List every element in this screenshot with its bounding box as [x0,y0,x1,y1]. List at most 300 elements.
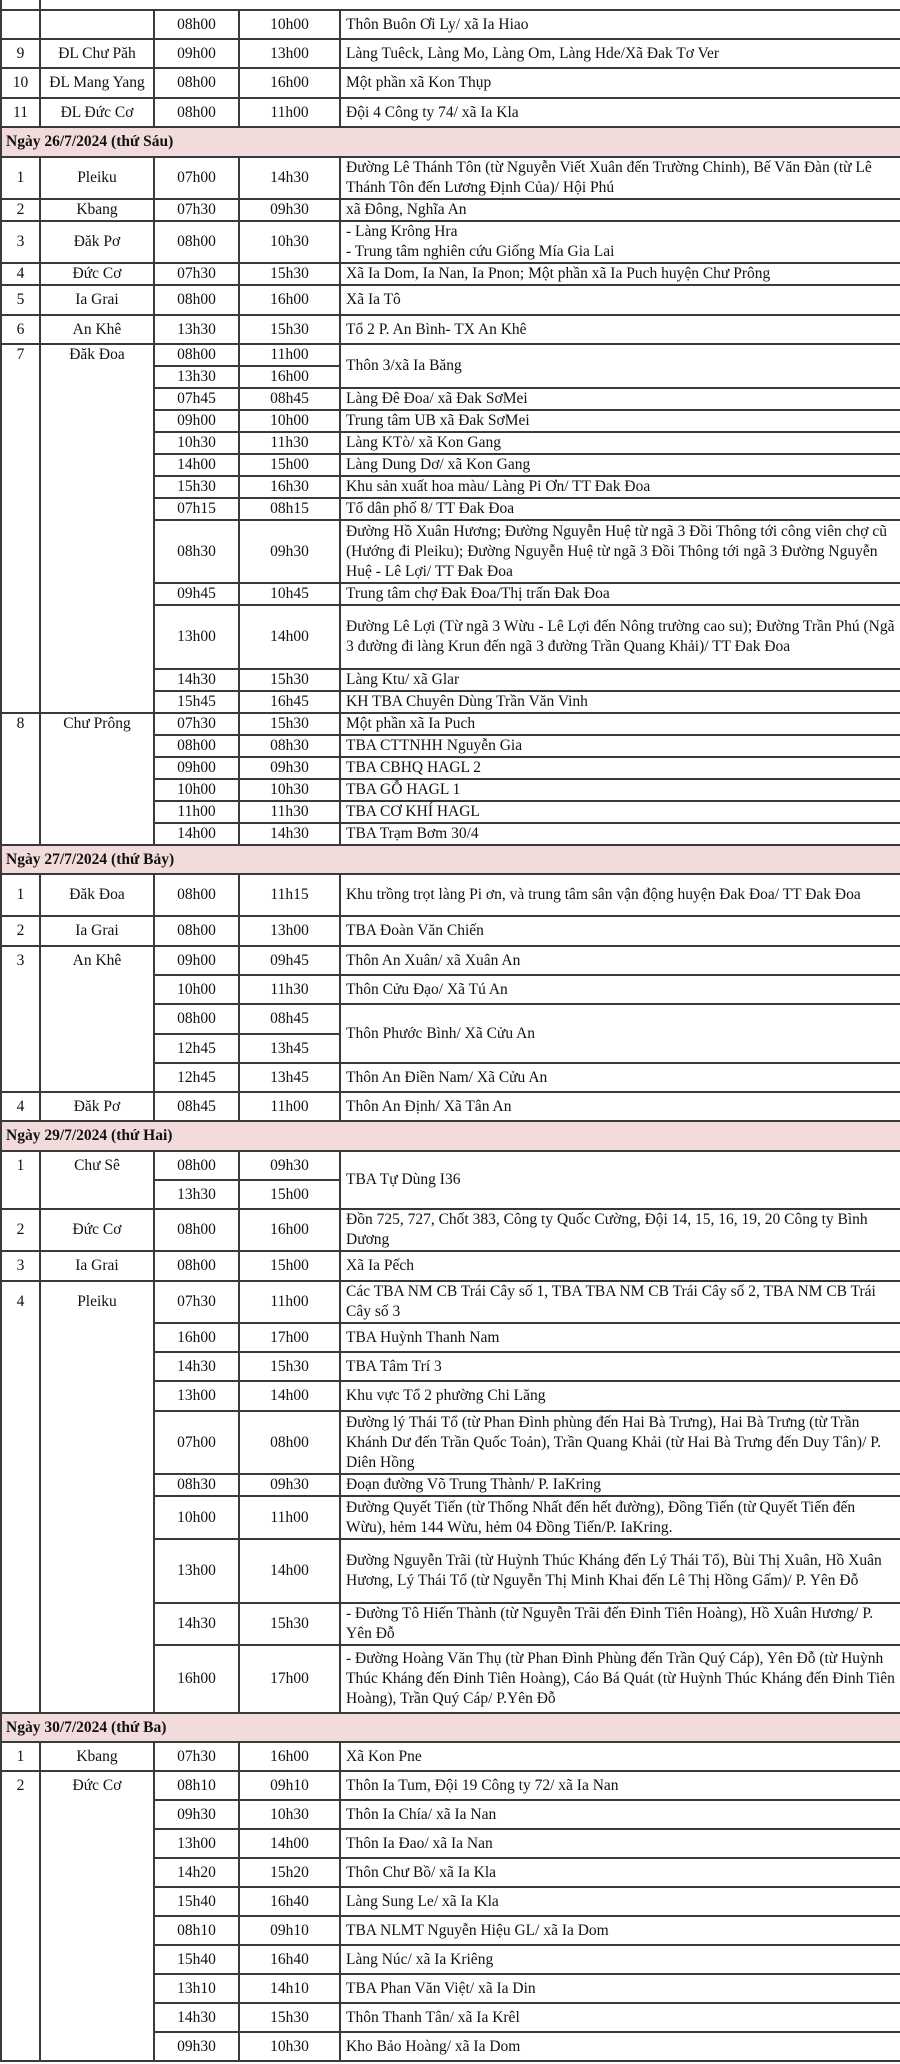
location-text: Đường Lê Thánh Tôn (từ Nguyễn Viết Xuân đến Trường Chinh), Bế Văn Đàn (từ Lê Thánh Tôn đến Lương Định Của)/ Hội Phú [346,159,872,196]
location-text: TBA GỖ HAGL 1 [346,781,461,798]
start-time: 07h45 [154,388,239,410]
table-row [1,1742,900,1771]
end-time: 10h30 [239,221,340,263]
location-text: - Đường Tô Hiến Thành (từ Nguyễn Trãi đến Đinh Tiên Hoàng), Hồ Xuân Hương/ P. Yên Đỗ [346,1605,874,1642]
start-time: 13h00 [154,1829,239,1858]
location-cell [340,2003,900,2032]
location-text: TBA CBHQ HAGL 2 [346,759,482,776]
unit-cell: Ia Grai [40,916,154,946]
unit-cell: Ia Grai [40,1251,154,1281]
unit-cell: Chư Prông [40,713,154,845]
location-text: Thôn Ia Tum, Đội 19 Công ty 72/ xã Ia Nan [346,1776,619,1794]
unit-cell: ĐL Đức Cơ [40,98,154,127]
location-cell [340,221,900,263]
location-text: - Làng Krông Hra [346,223,458,240]
start-time: 15h30 [154,476,239,498]
start-time: 16h00 [154,1323,239,1352]
table-row [1,1771,900,1800]
start-time: 09h00 [154,39,239,68]
start-time: 10h00 [154,1496,239,1539]
start-time: 14h30 [154,1352,239,1381]
location-text: Khu trồng trọt làng Pi ơn, và trung tâm sân vận động huyện Đak Đoa/ TT Đak Đoa [346,886,861,903]
location-cell [340,520,900,583]
start-time: 08h00 [154,735,239,757]
location-text: Tổ 2 P. An Bình- TX An Khê [346,320,527,338]
location-text: Làng Dung Dơ/ xã Kon Gang [346,456,531,473]
location-text: Các TBA NM CB Trái Cây số 1, TBA TBA NM CB Trái Cây số 2, TBA NM CB Trái Cây số 3 [346,1283,876,1320]
location-cell [340,498,900,520]
start-time: 08h00 [154,285,239,315]
start-time: 14h30 [154,669,239,691]
unit-cell: An Khê [40,315,154,344]
start-time: 08h00 [154,1251,239,1281]
table-row [1,916,900,946]
location-cell [340,315,900,344]
end-time: 14h30 [239,823,340,845]
start-time: 08h00 [154,221,239,263]
location-text: Một phần xã Ia Puch [346,715,476,732]
end-time: 14h10 [239,1974,340,2003]
start-time: 13h00 [154,1381,239,1411]
date-header-row [1,127,900,157]
location-text: Đường lý Thái Tổ (từ Phan Đình phùng đến Hai Bà Trưng), Hai Bà Trưng (từ Trần Khánh Dư đến Trần Quốc Toản), Trần Quang Khải (từ Hai Bà Trưng đến Duy Tân)/ P. Diên Hồng [346,1413,882,1471]
location-text: TBA Tự Dùng I36 [346,1171,461,1188]
table-row [1,39,900,68]
location-cell [340,605,900,669]
end-time: 16h30 [239,476,340,498]
unit-cell: ĐL Mang Yang [40,68,154,98]
end-time: 10h00 [239,10,340,39]
start-time: 13h30 [154,315,239,344]
start-time: 07h30 [154,263,239,285]
row-number: 9 [1,39,40,68]
start-time: 09h00 [154,946,239,975]
end-time: 15h00 [239,1180,340,1209]
location-text: Xã Kon Pne [346,1747,422,1765]
end-time: 11h00 [239,1496,340,1539]
location-cell [340,1474,900,1496]
table-row [1,199,900,221]
location-text: TBA NLMT Nguyễn Hiệu GL/ xã Ia Dom [346,1921,609,1939]
location-cell [340,1352,900,1381]
start-time: 07h30 [154,1742,239,1771]
location-text: Trung tâm UB xã Đak SơMei [346,412,530,429]
location-cell [340,388,900,410]
end-time: 11h30 [239,801,340,823]
start-time: 08h30 [154,1474,239,1496]
location-cell [340,583,900,605]
start-time: 13h00 [154,605,239,669]
end-time: 09h30 [239,1151,340,1180]
location-cell [340,669,900,691]
date-header: Ngày 27/7/2024 (thứ Bảy) [1,845,900,874]
location-cell [340,1945,900,1974]
location-cell [340,1281,900,1323]
end-time: 16h00 [239,1742,340,1771]
location-cell [340,1858,900,1887]
unit-cell: Đăk Pơ [40,221,154,263]
location-cell [340,199,900,221]
location-cell [340,157,900,199]
unit-cell [40,10,154,39]
start-time: 13h00 [154,1539,239,1603]
row-number: 2 [1,1209,40,1251]
table-row [1,713,900,735]
row-number: 1 [1,874,40,916]
date-header-row [1,1121,900,1151]
unit-cell: Đăk Đoa [40,344,154,713]
location-text: Thôn Cửu Đạo/ Xã Tú An [346,980,508,998]
location-cell [340,10,900,39]
start-time: 16h00 [154,1645,239,1713]
start-time: 14h20 [154,1858,239,1887]
location-cell [340,1645,900,1713]
location-text: Thôn An Định/ Xã Tân An [346,1097,512,1115]
date-header-row [1,1713,900,1742]
table-row [1,1092,900,1121]
end-time: 16h40 [239,1887,340,1916]
start-time: 07h30 [154,1281,239,1323]
row-number: 10 [1,68,40,98]
location-cell [340,1800,900,1829]
location-cell [340,1742,900,1771]
end-time: 11h00 [239,1281,340,1323]
power-outage-schedule-table [0,9,900,2062]
row-number: 3 [1,1251,40,1281]
table-row [1,1209,900,1251]
start-time: 08h00 [154,1209,239,1251]
start-time: 07h30 [154,713,239,735]
unit-cell: Pleiku [40,157,154,199]
start-time: 08h30 [154,520,239,583]
end-time: 17h00 [239,1645,340,1713]
date-header: Ngày 29/7/2024 (thứ Hai) [1,1121,900,1151]
start-time: 07h00 [154,1411,239,1474]
table-row [1,946,900,975]
row-number: 3 [1,946,40,1092]
row-number: 4 [1,263,40,285]
location-text: Làng Đê Đoa/ xã Đak SơMei [346,390,528,407]
end-time: 15h30 [239,263,340,285]
date-header: Ngày 26/7/2024 (thứ Sáu) [1,127,900,157]
location-cell [340,757,900,779]
location-cell [340,1771,900,1800]
location-cell [340,735,900,757]
location-text: Kho Bảo Hoàng/ xã Ia Dom [346,2037,521,2055]
location-cell [340,98,900,127]
start-time: 07h30 [154,199,239,221]
location-text: - Trung tâm nghiên cứu Giống Mía Gia Lai [346,243,615,260]
location-cell [340,263,900,285]
start-time: 09h00 [154,757,239,779]
start-time: 08h00 [154,10,239,39]
unit-cell: Đăk Đoa [40,874,154,916]
unit-cell: Pleiku [40,1281,154,1713]
location-cell [340,874,900,916]
end-time: 08h45 [239,388,340,410]
location-cell [340,454,900,476]
location-cell [340,1411,900,1474]
unit-cell: Đức Cơ [40,1209,154,1251]
row-number: 7 [1,344,40,713]
location-text: TBA Trạm Bơm 30/4 [346,825,479,842]
location-cell [340,823,900,845]
table-row [1,263,900,285]
unit-cell: Kbang [40,1742,154,1771]
end-time: 09h30 [239,520,340,583]
end-time: 11h30 [239,975,340,1004]
start-time: 11h00 [154,801,239,823]
end-time: 15h30 [239,713,340,735]
end-time: 13h45 [239,1063,340,1092]
start-time: 08h00 [154,1004,239,1034]
end-time: 11h00 [239,344,340,366]
row-number: 4 [1,1281,40,1713]
location-text: Tổ dân phố 8/ TT Đak Đoa [346,500,515,517]
start-time: 14h30 [154,2003,239,2032]
start-time: 07h15 [154,498,239,520]
start-time: 15h45 [154,691,239,713]
location-text: TBA Tâm Trí 3 [346,1357,442,1375]
end-time: 11h00 [239,1092,340,1121]
end-time: 08h30 [239,735,340,757]
location-text: Làng Tuêck, Làng Mo, Làng Om, Làng Hde/Xã Đak Tơ Ver [346,44,720,62]
location-cell [340,39,900,68]
end-time: 11h00 [239,98,340,127]
location-cell [340,1251,900,1281]
row-number: 2 [1,1771,40,2061]
start-time: 09h45 [154,583,239,605]
start-time: 13h30 [154,1180,239,1209]
start-time: 08h00 [154,98,239,127]
end-time: 09h30 [239,1474,340,1496]
location-cell [340,476,900,498]
location-cell [340,946,900,975]
start-time: 12h45 [154,1063,239,1092]
location-text: Xã Ia Tô [346,291,401,308]
end-time: 15h00 [239,1251,340,1281]
end-time: 09h45 [239,946,340,975]
table-row [1,874,900,916]
start-time: 14h30 [154,1603,239,1645]
row-number [1,10,40,39]
row-number: 3 [1,221,40,263]
table-row [1,344,900,366]
table-row [1,98,900,127]
table-row [1,285,900,315]
end-time: 14h00 [239,605,340,669]
unit-cell: Kbang [40,199,154,221]
start-time: 10h30 [154,432,239,454]
row-number: 4 [1,1092,40,1121]
location-cell [340,68,900,98]
location-text: Thôn An Xuân/ xã Xuân An [346,951,521,969]
location-cell [340,432,900,454]
unit-cell: Đức Cơ [40,1771,154,2061]
location-text: TBA CTTNHH Nguyễn Gia [346,737,523,754]
unit-cell: Chư Sê [40,1151,154,1209]
location-cell [340,2032,900,2061]
end-time: 17h00 [239,1323,340,1352]
start-time: 10h00 [154,779,239,801]
location-cell [340,801,900,823]
end-time: 10h30 [239,2032,340,2061]
location-cell [340,1063,900,1092]
location-text: Khu vực Tổ 2 phường Chi Lăng [346,1387,546,1404]
start-time: 08h00 [154,1151,239,1180]
start-time: 08h00 [154,344,239,366]
unit-cell: Đăk Pơ [40,1092,154,1121]
row-number: 1 [1,1151,40,1209]
start-time: 15h40 [154,1887,239,1916]
row-number: 5 [1,285,40,315]
location-text: KH TBA Chuyên Dùng Trần Văn Vinh [346,693,588,710]
end-time: 09h30 [239,757,340,779]
location-text: Đội 4 Công ty 74/ xã Ia Kla [346,103,519,121]
end-time: 13h00 [239,39,340,68]
end-time: 09h30 [239,199,340,221]
end-time: 16h45 [239,691,340,713]
row-number: 6 [1,315,40,344]
row-number: 2 [1,199,40,221]
end-time: 15h30 [239,1352,340,1381]
location-text: Xã Ia Dom, Ia Nan, Ia Pnon; Một phần xã Ia Puch huyện Chư Prông [346,265,771,282]
location-cell [340,1974,900,2003]
table-row [1,1251,900,1281]
location-text: Khu sản xuất hoa màu/ Làng Pi Ơn/ TT Đak Đoa [346,478,651,495]
location-text: Đường Lê Lợi (Từ ngã 3 Wừu - Lê Lợi đến Nông trường cao su); Đường Trần Phú (Ngã 3 đường đi làng Krun đến ngã 3 đường Trần Quang Khải)/ TT Đak Đoa [346,618,895,655]
table-row [1,157,900,199]
start-time: 15h40 [154,1945,239,1974]
location-text: Thôn Ia Chía/ xã Ia Nan [346,1805,497,1823]
location-text: Thôn Phước Bình/ Xã Cửu An [346,1024,536,1042]
location-text: xã Đông, Nghĩa An [346,201,467,218]
location-text: Làng Sung Le/ xã Ia Kla [346,1892,499,1910]
location-cell [340,916,900,946]
end-time: 08h15 [239,498,340,520]
end-time: 16h00 [239,68,340,98]
start-time: 08h10 [154,1771,239,1800]
start-time: 08h00 [154,68,239,98]
end-time: 16h00 [239,1209,340,1251]
location-text: TBA CƠ KHÍ HAGL [346,803,480,820]
start-time: 08h10 [154,1916,239,1945]
table-row [1,1151,900,1180]
table-row [1,1281,900,1323]
date-header-row [1,845,900,874]
end-time: 09h10 [239,1771,340,1800]
table-row [1,10,900,39]
location-cell [340,1092,900,1121]
location-cell [340,1887,900,1916]
location-text: Thôn Ia Đao/ xã Ia Nan [346,1834,493,1852]
end-time: 11h15 [239,874,340,916]
start-time: 10h00 [154,975,239,1004]
start-time: 13h10 [154,1974,239,2003]
row-number: 1 [1,157,40,199]
location-cell [340,285,900,315]
location-cell [340,410,900,432]
end-time: 15h30 [239,315,340,344]
end-time: 14h00 [239,1381,340,1411]
end-time: 15h30 [239,1603,340,1645]
start-time: 08h00 [154,874,239,916]
start-time: 09h30 [154,1800,239,1829]
row-number: 8 [1,713,40,845]
location-text: Làng Núc/ xã Ia Kriêng [346,1950,494,1968]
end-time: 10h00 [239,410,340,432]
location-cell [340,779,900,801]
location-text: Thôn Thanh Tân/ xã Ia Krêl [346,2008,520,2026]
end-time: 10h30 [239,1800,340,1829]
end-time: 14h30 [239,157,340,199]
location-text: TBA Phan Văn Việt/ xã Ia Din [346,1979,536,1997]
location-cell [340,1603,900,1645]
location-cell [340,1829,900,1858]
end-time: 08h45 [239,1004,340,1034]
start-time: 08h00 [154,916,239,946]
end-time: 16h00 [239,285,340,315]
location-cell [340,713,900,735]
table-row [1,315,900,344]
end-time: 13h45 [239,1034,340,1063]
location-cell [340,1004,900,1063]
date-header: Ngày 30/7/2024 (thứ Ba) [1,1713,900,1742]
location-cell [340,1381,900,1411]
table-row [1,221,900,263]
end-time: 15h30 [239,2003,340,2032]
location-text: Làng KTò/ xã Kon Gang [346,434,501,451]
location-text: Đường Hồ Xuân Hương; Đường Nguyễn Huệ từ ngã 3 Đồi Thông tới công viên chợ cũ (Hướng đi Pleiku); Đường Nguyễn Huệ từ ngã 3 Đồi Thông tới ngã 3 Đường Nguyễn Huệ - Lê Lợi/ TT Đak Đoa [346,522,887,580]
location-cell [340,1916,900,1945]
start-time: 07h00 [154,157,239,199]
end-time: 14h00 [239,1539,340,1603]
location-text: Đồn 725, 727, Chốt 383, Công ty Quốc Cường, Đội 14, 15, 16, 19, 20 Công ty Bình Dương [346,1211,868,1248]
location-cell [340,1323,900,1352]
location-cell [340,1539,900,1603]
location-text: Thôn 3/xã Ia Băng [346,357,462,374]
end-time: 16h40 [239,1945,340,1974]
unit-cell: Ia Grai [40,285,154,315]
end-time: 16h00 [239,366,340,388]
end-time: 15h30 [239,669,340,691]
end-time: 10h45 [239,583,340,605]
start-time: 14h00 [154,823,239,845]
location-text: Xã Ia Pếch [346,1257,414,1274]
location-text: Thôn Buôn Ơi Ly/ xã Ia Hiao [346,15,529,33]
start-time: 13h30 [154,366,239,388]
location-text: Trung tâm chợ Đak Đoa/Thị trấn Đak Đoa [346,585,610,602]
end-time: 15h00 [239,454,340,476]
location-text: Đường Quyết Tiến (từ Thống Nhất đến hết đường), Đồng Tiến (từ Quyết Tiến đến Wừu), hẻm 144 Wừu, hẻm 04 Đồng Tiến/P. IaKring. [346,1498,856,1536]
location-text: - Đường Hoàng Văn Thụ (từ Phan Đình Phùng đến Trần Quý Cáp), Yên Đỗ (từ Huỳnh Thúc Kháng đến Đinh Tiên Hoàng), Cáo Bá Quát (từ Huỳnh Thúc Kháng đến Đinh Tiên Hoàng), Trần Quý Cáp/ P.Yên Đỗ [346,1650,895,1707]
location-cell [340,691,900,713]
location-text: Làng Ktu/ xã Glar [346,671,460,688]
end-time: 09h10 [239,1916,340,1945]
row-number: 11 [1,98,40,127]
location-text: Thôn An Điền Nam/ Xã Cửu An [346,1068,548,1086]
location-cell [340,1209,900,1251]
location-cell [340,344,900,388]
location-cell [340,1496,900,1539]
unit-cell: An Khê [40,946,154,1092]
location-text: Một phần xã Kon Thụp [346,74,492,91]
location-cell [340,1151,900,1209]
unit-cell: Đức Cơ [40,263,154,285]
table-row [1,68,900,98]
location-text: Đường Nguyễn Trãi (từ Huỳnh Thúc Kháng đến Lý Thái Tổ), Bùi Thị Xuân, Hồ Xuân Hương, Lý Thái Tổ (từ Nguyễn Thị Minh Khai đến Lê Thị Hồng Gấm)/ P. Yên Đỗ [346,1552,882,1589]
end-time: 11h30 [239,432,340,454]
